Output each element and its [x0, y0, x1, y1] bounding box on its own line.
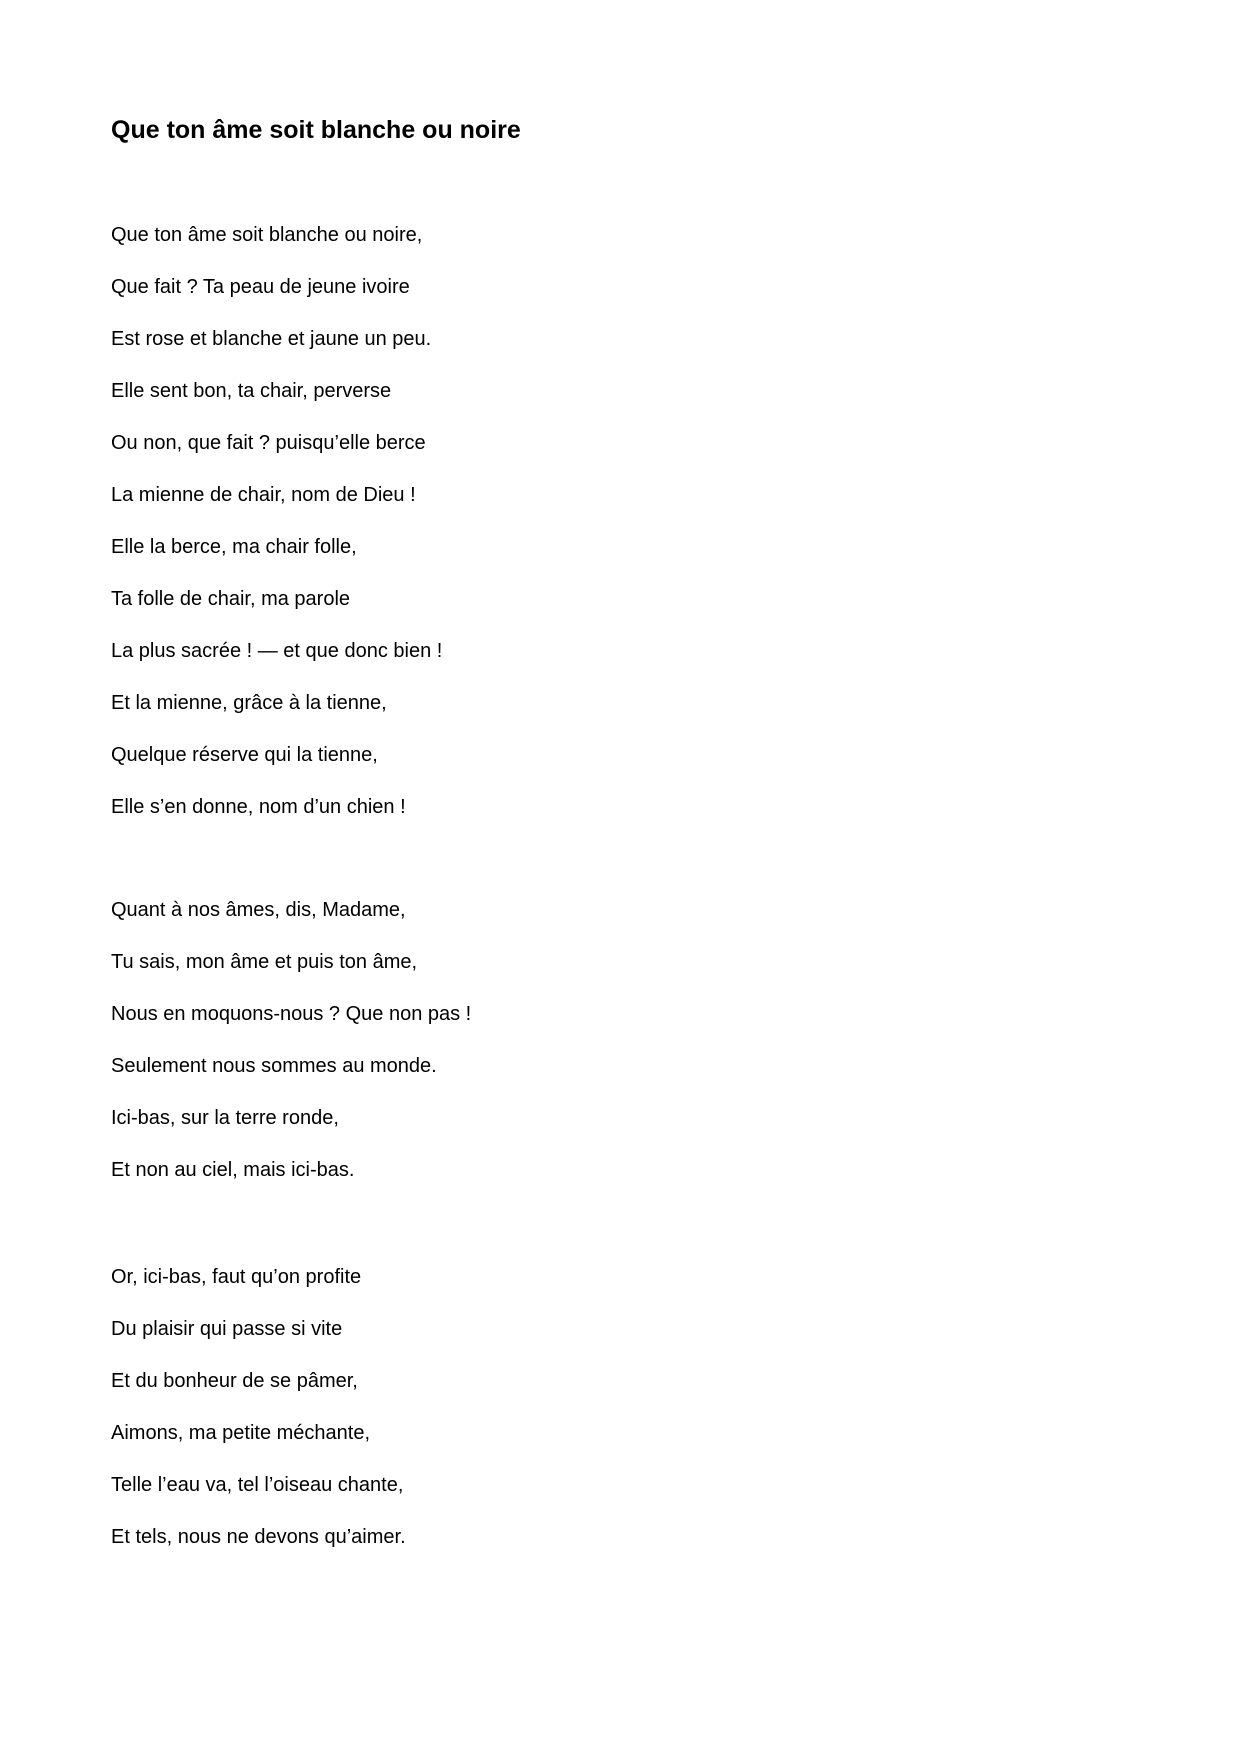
poem-line: Elle la berce, ma chair folle, — [111, 536, 357, 558]
poem-line: Est rose et blanche et jaune un peu. — [111, 328, 432, 350]
poem-line: Nous en moquons-nous ? Que non pas ! — [111, 1003, 472, 1025]
poem-line: Aimons, ma petite méchante, — [111, 1422, 371, 1444]
poem-line: Ou non, que fait ? puisqu’elle berce — [111, 432, 426, 454]
poem-line: Elle s’en donne, nom d’un chien ! — [111, 796, 406, 818]
poem-line: Que ton âme soit blanche ou noire, — [111, 224, 423, 246]
poem-line: Et non au ciel, mais ici-bas. — [111, 1159, 355, 1181]
poem-line: Telle l’eau va, tel l’oiseau chante, — [111, 1474, 404, 1496]
poem-line: Elle sent bon, ta chair, perverse — [111, 380, 392, 402]
poem-line: Du plaisir qui passe si vite — [111, 1318, 343, 1340]
poem-line: Seulement nous sommes au monde. — [111, 1055, 437, 1077]
poem-line: Quant à nos âmes, dis, Madame, — [111, 899, 406, 921]
poem-line: Ta folle de chair, ma parole — [111, 588, 351, 610]
poem-line: Tu sais, mon âme et puis ton âme, — [111, 951, 418, 973]
poem-line: Quelque réserve qui la tienne, — [111, 744, 378, 766]
poem-line: Et du bonheur de se pâmer, — [111, 1370, 358, 1392]
stanza-3 — [111, 1259, 406, 1571]
poem-line: Et tels, nous ne devons qu’aimer. — [111, 1526, 406, 1548]
poem-title: Que ton âme soit blanche ou noire — [111, 116, 521, 144]
poem-line: Or, ici-bas, faut qu’on profite — [111, 1266, 362, 1288]
poem-line: Ici-bas, sur la terre ronde, — [111, 1107, 339, 1129]
poem-line: La mienne de chair, nom de Dieu ! — [111, 484, 416, 506]
poem-line: Et la mienne, grâce à la tienne, — [111, 692, 387, 714]
stanza-2 — [111, 892, 471, 1204]
poem-line: Que fait ? Ta peau de jeune ivoire — [111, 276, 410, 298]
poem-line: La plus sacrée ! — et que donc bien ! — [111, 640, 443, 662]
stanza-1 — [111, 217, 442, 841]
